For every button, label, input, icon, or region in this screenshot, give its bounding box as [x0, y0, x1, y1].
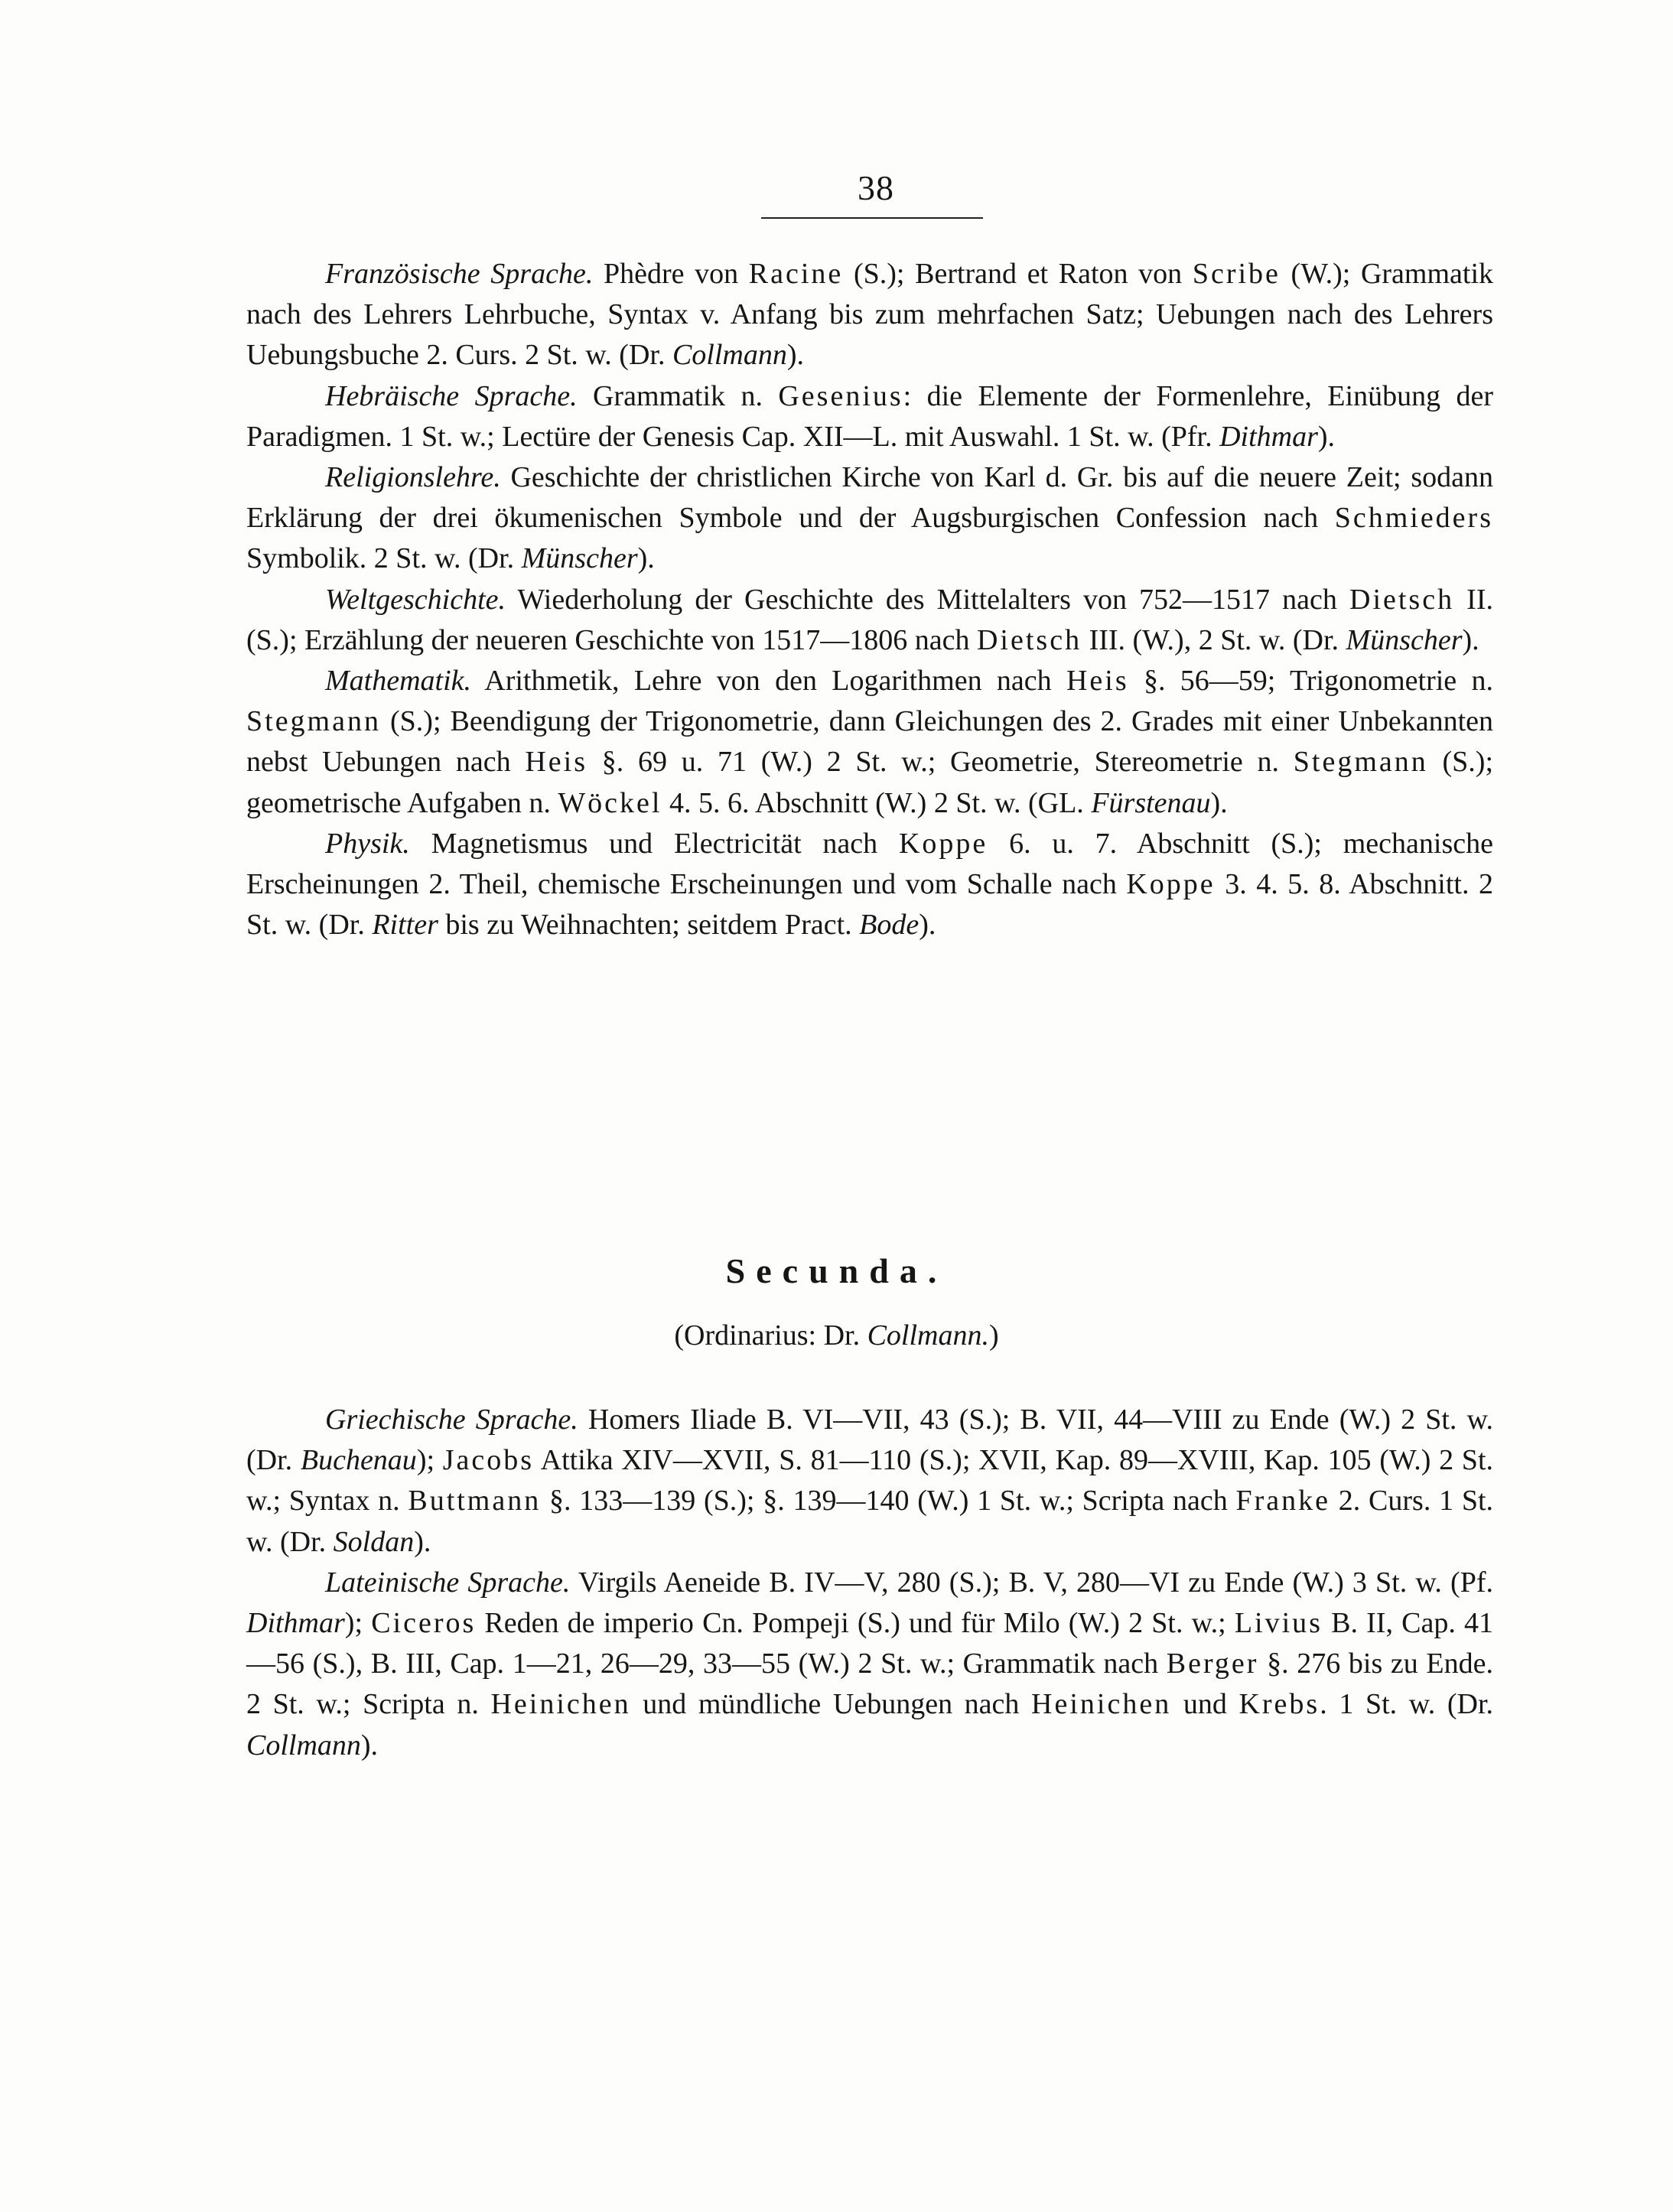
teacher-name: Soldan — [333, 1525, 415, 1558]
section-heading-secunda: Secunda. — [725, 1251, 948, 1290]
body-text: ). — [1462, 623, 1479, 656]
header-rule — [761, 217, 983, 219]
body-text: ). — [1317, 420, 1336, 453]
teacher-name: Münscher — [521, 542, 638, 575]
subject-title: Mathematik. — [325, 665, 472, 698]
spaced-name: Racine — [748, 258, 844, 290]
ordinarius-line — [0, 1316, 1673, 1355]
subject-title: Französische Sprache. — [325, 258, 594, 290]
subject-title: Griechische Sprache. — [325, 1404, 578, 1436]
subject-paragraph — [246, 1400, 1493, 1563]
body-text: Magnetismus und Electricität nach — [409, 827, 899, 860]
body-text: (S.); Beendigung der Trigonometrie, dann Gleichungen des 2. Grades mit einer Unbekannten nebst Uebungen nach — [246, 705, 1493, 779]
teacher-name: Collmann — [246, 1729, 361, 1761]
body-text: ). — [1210, 786, 1228, 819]
body-text: Grammatik n. — [577, 379, 779, 412]
ordinarius-name: Collmann. — [867, 1319, 989, 1352]
ordinarius-prefix: (Ordinarius: Dr. — [674, 1319, 867, 1352]
spaced-name: Heis — [525, 746, 588, 779]
body-text: §. 56—59; Trigonometrie n. — [1128, 665, 1493, 698]
subject-paragraph — [246, 376, 1493, 457]
body-text: Virgils Aeneide B. IV—V, 280 (S.); B. V, 280—VI zu Ende (W.) 3 St. w. (Pf. — [570, 1566, 1493, 1599]
teacher-name: Dithmar — [246, 1607, 345, 1640]
subject-title: Hebräische Sprache. — [325, 379, 578, 412]
spaced-name: Franke — [1235, 1485, 1331, 1517]
spaced-name: Berger — [1166, 1648, 1259, 1680]
spaced-name: Dietsch — [1349, 583, 1455, 616]
spaced-name: Heis — [1066, 665, 1129, 698]
spaced-name: Schmieders — [1334, 502, 1493, 535]
teacher-name: Bode — [859, 909, 919, 942]
body-text: Symbolik. 2 St. w. (Dr. — [246, 542, 522, 575]
body-text: : die Elemente der Formenlehre, Einübung der Paradigmen. 1 St. w.; Lectüre der Genesis Cap. XII—L. mit Auswahl. 1 St. w. (Pfr. — [246, 379, 1493, 453]
subject-paragraph — [246, 661, 1493, 824]
body-text: bis zu Weihnachten; seitdem Pract. — [438, 909, 860, 942]
curriculum-section-secunda — [246, 1400, 1493, 1766]
body-text: Attika XIV—XVII, S. 81—110 (S.); XVII, Kap. 89—XVIII, Kap. 105 (W.) 2 St. w.; Syntax n. — [246, 1444, 1493, 1517]
body-text: §. 69 u. 71 (W.) 2 St. w.; Geometrie, Stereometrie n. — [588, 746, 1294, 779]
spaced-name: Koppe — [898, 827, 988, 860]
teacher-name: Collmann — [672, 339, 787, 372]
spaced-name: Buttmann — [408, 1485, 542, 1517]
body-text: Geschichte der christlichen Kirche von Karl d. Gr. bis auf die neuere Zeit; sodann Erklärung der drei ökumenischen Symbole und der Augsburgischen Confession nach — [246, 461, 1493, 535]
body-text: ). — [919, 909, 936, 942]
body-text: (W.); Grammatik nach des Lehrers Lehrbuche, Syntax v. Anfang bis zum mehrfachen Satz; Uebungen nach des Lehrers Uebungsbuche 2. Curs. 2 St. w. (Dr. — [246, 258, 1493, 372]
spaced-name: Koppe — [1126, 868, 1216, 901]
teacher-name: Münscher — [1346, 623, 1463, 656]
body-text: Reden de imperio Cn. Pompeji (S.) und für Milo (W.) 2 St. w.; — [476, 1607, 1235, 1640]
subject-paragraph — [246, 254, 1493, 376]
body-text: ). — [360, 1729, 379, 1761]
subject-paragraph — [246, 580, 1493, 661]
page-number: 38 — [858, 168, 894, 207]
spaced-name: Wöckel — [558, 786, 662, 819]
spaced-name: Krebs — [1238, 1688, 1320, 1721]
body-text: Arithmetik, Lehre von den Logarithmen nach — [471, 665, 1066, 698]
spaced-name: Livius — [1234, 1607, 1323, 1640]
body-text: B. II, Cap. 41—56 (S.), B. III, Cap. 1—21, 26—29, 33—55 (W.) 2 St. w.; Grammatik nach — [246, 1607, 1493, 1680]
body-text: Wiederholung der Geschichte des Mittelalters von 752—1517 nach — [506, 583, 1349, 616]
body-text: §. 276 bis zu Ende. 2 St. w.; Scripta n. — [246, 1648, 1493, 1721]
spaced-name: Gesenius — [778, 379, 903, 412]
spaced-name: Jacobs — [442, 1444, 535, 1477]
subject-paragraph — [246, 1563, 1493, 1766]
body-text: 4. 5. 6. Abschnitt (W.) 2 St. w. (GL. — [662, 786, 1092, 819]
subject-title: Weltgeschichte. — [325, 583, 506, 616]
subject-paragraph — [246, 457, 1493, 580]
body-text: §. 133—139 (S.); §. 139—140 (W.) 1 St. w.; Scripta nach — [541, 1485, 1236, 1517]
curriculum-section-upper — [246, 254, 1493, 945]
body-text: und — [1171, 1688, 1239, 1721]
body-text: II. (S.); Erzählung der neueren Geschichte von 1517—1806 nach — [246, 583, 1493, 656]
body-text: (S.); Bertrand et Raton von — [843, 258, 1193, 290]
teacher-name: Ritter — [372, 909, 438, 942]
subject-body — [246, 828, 1493, 941]
body-text: und mündliche Uebungen nach — [630, 1688, 1032, 1721]
body-text: III. (W.), 2 St. w. (Dr. — [1082, 623, 1346, 656]
body-text: 3. 4. 5. 8. Abschnitt. 2 St. w. (Dr. — [246, 868, 1493, 942]
body-text: ); — [344, 1607, 372, 1640]
body-text: (S.); geometrische Aufgaben n. — [246, 746, 1494, 819]
body-text: ). — [637, 542, 655, 575]
body-text: Homers Iliade B. VI—VII, 43 (S.); B. VII, 44—VIII zu Ende (W.) 2 St. w. (Dr. — [246, 1404, 1493, 1477]
teacher-name: Buchenau — [300, 1444, 417, 1477]
teacher-name: Fürstenau — [1091, 786, 1211, 819]
spaced-name: Stegmann — [1293, 746, 1428, 779]
body-text: . 1 St. w. (Dr. — [1320, 1688, 1494, 1721]
spaced-name: Stegmann — [246, 705, 381, 738]
body-text: 6. u. 7. Abschnitt (S.); mechanische Erscheinungen 2. Theil, chemische Erscheinungen und vom Schalle nach — [246, 827, 1493, 901]
spaced-name: Scribe — [1192, 258, 1281, 290]
subject-title: Physik. — [325, 827, 410, 860]
subject-title: Lateinische Sprache. — [325, 1566, 571, 1599]
spaced-name: Heinichen — [1031, 1688, 1172, 1721]
body-text: Phèdre von — [593, 258, 749, 290]
teacher-name: Dithmar — [1219, 420, 1318, 453]
body-text: ); — [416, 1444, 443, 1477]
subject-title: Religionslehre. — [325, 461, 501, 494]
spaced-name: Heinichen — [490, 1688, 631, 1721]
body-text: 2. Curs. 1 St. w. (Dr. — [246, 1485, 1494, 1558]
spaced-name: Dietsch — [976, 623, 1082, 656]
ordinarius-suffix: ) — [988, 1319, 999, 1352]
body-text: ). — [786, 339, 804, 372]
body-text: ). — [414, 1525, 431, 1558]
subject-paragraph — [246, 824, 1493, 946]
spaced-name: Ciceros — [371, 1607, 477, 1640]
